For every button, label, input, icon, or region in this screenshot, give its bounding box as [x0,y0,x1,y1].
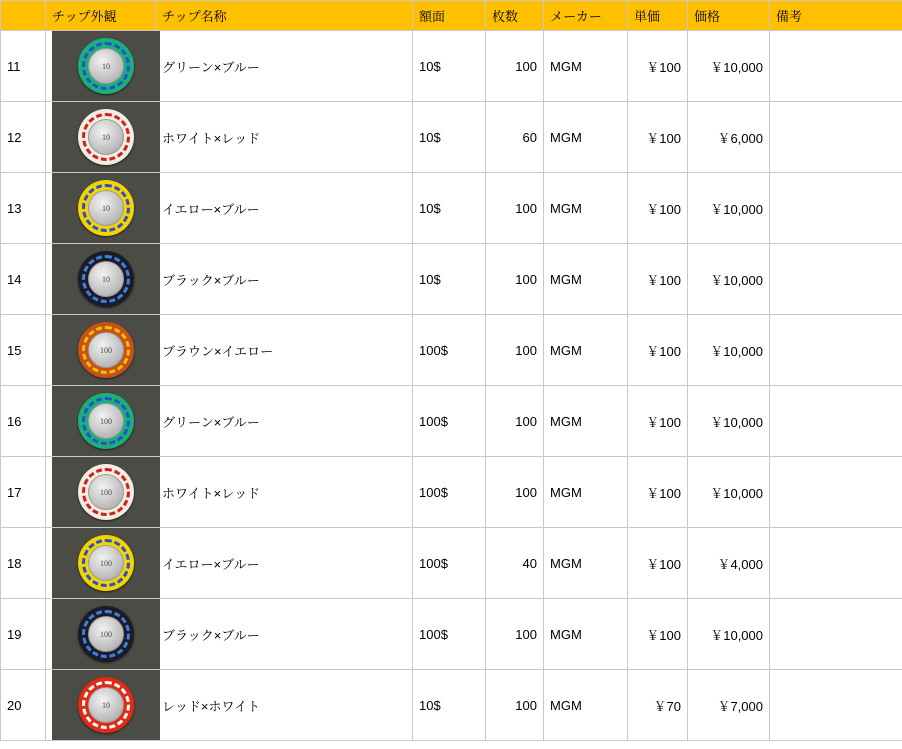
chip-count: 60 [486,102,544,173]
chip-denomination: 10$ [413,244,486,315]
chip-image-cell [46,386,156,457]
chip-price: ￥10,000 [688,457,770,528]
row-index: 11 [1,31,46,102]
row-index: 15 [1,315,46,386]
row-index: 13 [1,173,46,244]
chip-disc [78,606,134,662]
row-index: 17 [1,457,46,528]
chip-maker: MGM [544,315,628,386]
chip-unit-price: ￥100 [628,315,688,386]
chip-count: 40 [486,528,544,599]
chip-denomination: 100$ [413,528,486,599]
chip-center-inlay: 100 [88,474,124,510]
chip-disc [78,677,134,733]
chip-name: ホワイト×レッド [156,457,413,528]
chip-count: 100 [486,457,544,528]
chip-unit-price: ￥100 [628,244,688,315]
chip-unit-price: ￥100 [628,457,688,528]
table-row [1,457,902,528]
chip-note [770,244,902,315]
chip-center-inlay: 10 [88,261,124,297]
header-count: 枚数 [486,1,544,31]
header-price: 価格 [688,1,770,31]
chip-image-cell [46,457,156,528]
chip-price: ￥6,000 [688,102,770,173]
chip-price: ￥10,000 [688,599,770,670]
chip-denomination: 10$ [413,670,486,741]
casino-chip-photo [52,386,160,456]
header-note: 備考 [770,1,902,31]
chip-name: ブラウン×イエロー [156,315,413,386]
header-denomination: 額面 [413,1,486,31]
chip-count: 100 [486,173,544,244]
chip-denomination: 10$ [413,102,486,173]
casino-chip-photo [52,670,160,740]
chip-center-inlay: 100 [88,616,124,652]
chip-unit-price: ￥100 [628,31,688,102]
casino-chip-photo [52,102,160,172]
chip-price: ￥10,000 [688,315,770,386]
header-maker: メーカー [544,1,628,31]
chip-disc [78,535,134,591]
chip-price: ￥10,000 [688,173,770,244]
chip-maker: MGM [544,244,628,315]
chip-image-cell [46,315,156,386]
casino-chip-photo [52,528,160,598]
chip-note [770,173,902,244]
chip-name: グリーン×ブルー [156,31,413,102]
chip-center-inlay: 10 [88,190,124,226]
table-row [1,31,902,102]
chip-denomination: 100$ [413,315,486,386]
header-index [1,1,46,31]
table-row [1,386,902,457]
chip-name: イエロー×ブルー [156,173,413,244]
chip-maker: MGM [544,599,628,670]
chip-name: イエロー×ブルー [156,528,413,599]
chip-disc [78,180,134,236]
chip-count: 100 [486,386,544,457]
chip-note [770,31,902,102]
chip-maker: MGM [544,528,628,599]
chip-maker: MGM [544,173,628,244]
chip-count: 100 [486,244,544,315]
chip-denomination: 100$ [413,457,486,528]
chip-price: ￥10,000 [688,31,770,102]
chip-denomination: 100$ [413,386,486,457]
chip-unit-price: ￥100 [628,102,688,173]
chip-note [770,315,902,386]
chip-image-cell [46,31,156,102]
chip-name: ブラック×ブルー [156,599,413,670]
table-row [1,173,902,244]
table-row [1,102,902,173]
row-index: 16 [1,386,46,457]
chip-maker: MGM [544,102,628,173]
chip-denomination: 100$ [413,599,486,670]
chip-image-cell [46,102,156,173]
table-header [1,1,902,31]
chip-unit-price: ￥100 [628,386,688,457]
chip-center-inlay: 10 [88,48,124,84]
chip-name: ブラック×ブルー [156,244,413,315]
chip-disc [78,38,134,94]
chip-note [770,386,902,457]
chip-note [770,457,902,528]
chip-note [770,599,902,670]
chip-maker: MGM [544,670,628,741]
table-row [1,599,902,670]
chip-image-cell [46,173,156,244]
chip-disc [78,251,134,307]
chip-center-inlay: 100 [88,545,124,581]
row-index: 20 [1,670,46,741]
chip-name: レッド×ホワイト [156,670,413,741]
chip-disc [78,322,134,378]
chip-maker: MGM [544,457,628,528]
casino-chip-photo [52,173,160,243]
table-row [1,315,902,386]
header-row [1,1,902,31]
table-row [1,670,902,741]
casino-chip-photo [52,244,160,314]
chip-center-inlay: 100 [88,332,124,368]
chip-disc [78,393,134,449]
chip-image-cell [46,670,156,741]
header-unit-price: 単価 [628,1,688,31]
chip-image-cell [46,244,156,315]
row-index: 14 [1,244,46,315]
chip-unit-price: ￥100 [628,173,688,244]
casino-chip-photo [52,599,160,669]
chip-center-inlay: 10 [88,119,124,155]
chip-price: ￥10,000 [688,244,770,315]
chip-count: 100 [486,315,544,386]
row-index: 18 [1,528,46,599]
chip-maker: MGM [544,31,628,102]
table-row [1,244,902,315]
chip-disc [78,109,134,165]
table-body [1,31,902,741]
chip-count: 100 [486,670,544,741]
chip-price: ￥10,000 [688,386,770,457]
chip-price: ￥7,000 [688,670,770,741]
chip-unit-price: ￥100 [628,528,688,599]
header-chip-image: チップ外観 [46,1,156,31]
chip-note [770,102,902,173]
chip-unit-price: ￥100 [628,599,688,670]
casino-chip-photo [52,315,160,385]
chip-image-cell [46,528,156,599]
chip-unit-price: ￥70 [628,670,688,741]
chip-count: 100 [486,31,544,102]
row-index: 19 [1,599,46,670]
chip-image-cell [46,599,156,670]
chip-maker: MGM [544,386,628,457]
casino-chip-photo [52,31,160,101]
casino-chip-photo [52,457,160,527]
chip-note [770,670,902,741]
chip-name: グリーン×ブルー [156,386,413,457]
chip-price: ￥4,000 [688,528,770,599]
chip-note [770,528,902,599]
chip-count: 100 [486,599,544,670]
chip-center-inlay: 100 [88,403,124,439]
chip-denomination: 10$ [413,173,486,244]
chip-disc [78,464,134,520]
row-index: 12 [1,102,46,173]
chip-center-inlay: 10 [88,687,124,723]
table-row [1,528,902,599]
chip-name: ホワイト×レッド [156,102,413,173]
chip-denomination: 10$ [413,31,486,102]
header-chip-name: チップ名称 [156,1,413,31]
